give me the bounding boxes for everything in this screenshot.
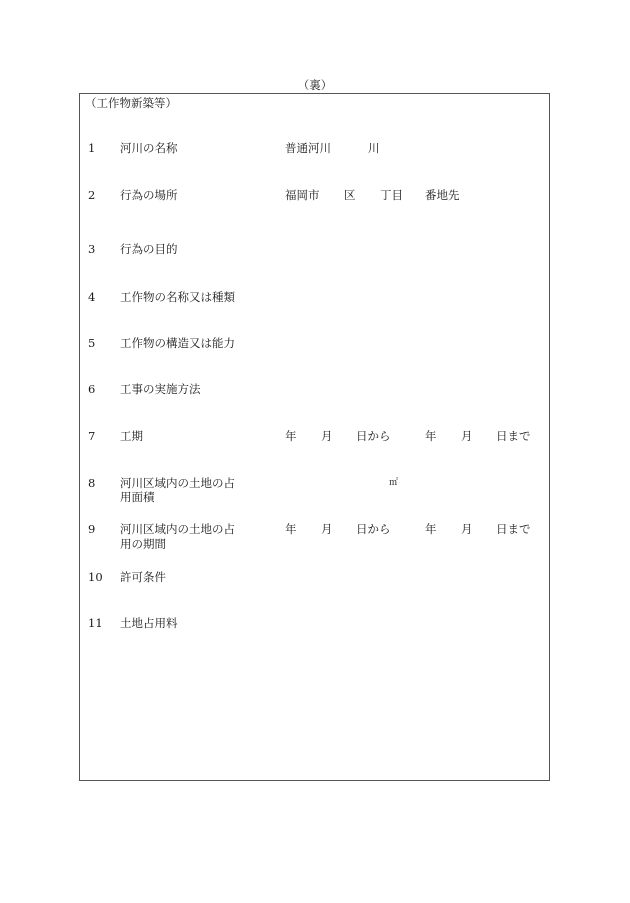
row-label: 河川の名称 [120, 141, 178, 155]
start-day-suffix: 日から [356, 429, 391, 443]
row-number: 2 [88, 188, 96, 202]
row-label-line1: 河川区域内の土地の占 [120, 522, 235, 536]
row-label-line1: 河川区域内の土地の占 [120, 476, 235, 490]
row-number: 8 [88, 476, 96, 490]
row-label: 工作物の構造又は能力 [120, 336, 235, 350]
row-number: 6 [88, 382, 96, 396]
row-number: 3 [88, 242, 96, 256]
end-month-suffix: 月 [461, 522, 473, 536]
river-suffix: 川 [368, 141, 380, 155]
start-year-suffix: 年 [285, 522, 297, 536]
row-number: 1 [88, 141, 96, 155]
start-month-suffix: 月 [321, 522, 333, 536]
row-label: 工期 [120, 429, 143, 443]
row-label-line2: 用の期間 [120, 537, 166, 551]
end-month-suffix: 月 [461, 429, 473, 443]
row-number: 4 [88, 290, 96, 304]
row-label: 工作物の名称又は種類 [120, 290, 235, 304]
end-day-suffix: 日まで [496, 429, 531, 443]
start-day-suffix: 日から [356, 522, 391, 536]
river-type-value: 普通河川 [285, 141, 331, 155]
end-day-suffix: 日まで [496, 522, 531, 536]
row-label: 許可条件 [120, 570, 166, 584]
row-label: 土地占用料 [120, 616, 178, 630]
row-number: 7 [88, 429, 96, 443]
row-label: 工事の実施方法 [120, 382, 201, 396]
page-side-label: （裏） [297, 78, 333, 92]
row-number: 5 [88, 336, 96, 350]
row-number: 10 [88, 570, 103, 584]
banchi-suffix: 番地先 [425, 188, 460, 202]
start-year-suffix: 年 [285, 429, 297, 443]
end-year-suffix: 年 [425, 522, 437, 536]
chome-suffix: 丁目 [380, 188, 403, 202]
row-number: 9 [88, 522, 96, 536]
start-month-suffix: 月 [321, 429, 333, 443]
ward-suffix: 区 [344, 188, 356, 202]
section-title: （工作物新築等） [85, 96, 177, 110]
row-label-line2: 用面積 [120, 490, 155, 504]
end-year-suffix: 年 [425, 429, 437, 443]
form-frame [79, 93, 550, 781]
area-unit: ㎡ [389, 478, 399, 488]
row-number: 11 [88, 616, 103, 630]
row-label: 行為の目的 [120, 242, 178, 256]
city-value: 福岡市 [285, 188, 320, 202]
row-label: 行為の場所 [120, 188, 178, 202]
